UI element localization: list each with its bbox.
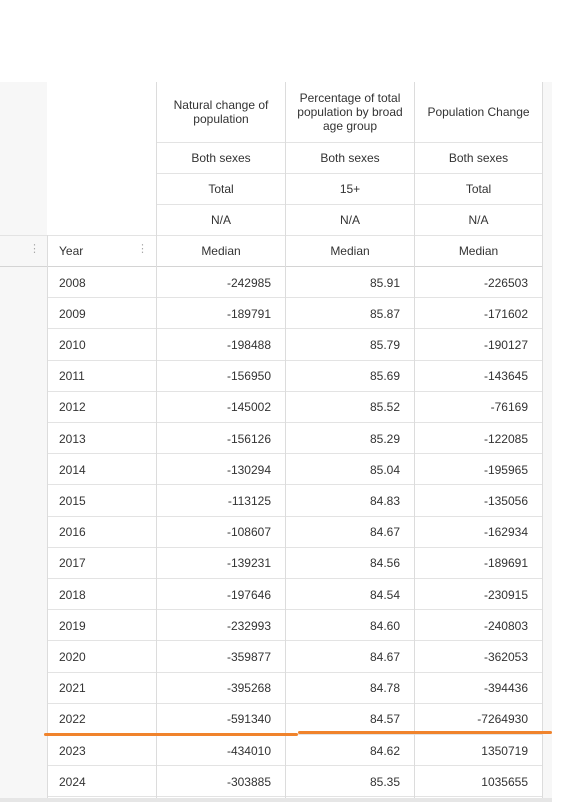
natural-change-cell: -198488 [226,337,271,352]
year-cell: 2011 [59,369,85,384]
highlight-underline [44,733,298,736]
percentage-cell: 85.79 [369,337,400,352]
percentage-cell: 84.60 [369,618,400,633]
population-change-cell: -189691 [483,556,528,571]
col2-stat: Median [330,243,370,258]
col1-stat: Median [201,243,241,258]
header-divider [156,204,542,205]
percentage-cell: 84.56 [369,556,400,571]
population-change-cell: -76169 [490,400,528,415]
percentage-cell: 85.35 [369,774,400,789]
data-table [0,82,552,798]
percentage-cell: 85.29 [369,431,400,446]
year-cell: 2012 [59,400,86,415]
year-cell: 2021 [59,681,86,696]
col2-sex: Both sexes [320,150,380,165]
population-change-cell: 1350719 [481,743,528,758]
natural-change-cell: -303885 [226,774,271,789]
header-divider [0,235,542,236]
population-change-cell: -143645 [483,369,528,384]
percentage-cell: 85.91 [369,275,400,290]
pinned-column-menu-icon[interactable]: ⋮ [29,243,40,255]
year-cell: 2024 [59,774,86,789]
percentage-cell: 84.78 [369,681,400,696]
col3-age: Total [465,181,492,196]
col1-age: Total [208,181,234,196]
year-cell: 2022 [59,712,86,727]
column-divider [285,82,286,798]
population-change-cell: -122085 [483,431,528,446]
year-cell: 2020 [59,649,86,664]
header-bottom-border [0,266,542,267]
header-divider [156,142,542,143]
col1-unit: N/A [210,212,231,227]
col1-sex: Both sexes [191,150,251,165]
percentage-cell: 85.04 [369,462,400,477]
year-cell: 2013 [59,431,86,446]
population-change-cell: -135056 [483,493,528,508]
natural-change-cell: -395268 [226,681,271,696]
year-cell: 2019 [59,618,86,633]
year-cell: 2008 [59,275,86,290]
year-cell: 2023 [59,743,86,758]
col3-unit: N/A [468,212,489,227]
pinned-column-area [0,82,47,798]
natural-change-cell: -591340 [226,712,271,727]
natural-change-cell: -434010 [226,743,271,758]
population-change-cell: -394436 [483,681,528,696]
percentage-cell: 85.87 [369,306,400,321]
column-divider [47,235,48,798]
year-cell: 2009 [59,306,86,321]
natural-change-cell: -108607 [226,525,271,540]
natural-change-cell: -145002 [226,400,271,415]
natural-change-cell: -189791 [226,306,271,321]
horizontal-scrollbar[interactable] [0,798,552,802]
population-change-cell: -226503 [483,275,528,290]
population-change-cell: -171602 [483,306,528,321]
natural-change-cell: -113125 [227,493,271,508]
population-change-cell: -362053 [483,649,528,664]
natural-change-cell: -359877 [226,649,271,664]
population-change-cell: -190127 [483,337,528,352]
col3-title[interactable]: Population Change [427,105,530,119]
column-divider [542,82,543,798]
percentage-cell: 85.52 [369,400,400,415]
population-change-cell: -195965 [483,462,528,477]
percentage-cell: 84.83 [369,493,400,508]
year-column-menu-icon[interactable]: ⋮ [137,243,148,255]
year-column-header[interactable]: Year [59,243,84,258]
col2-title[interactable]: Percentage of total population by broad age group [297,91,403,133]
population-change-cell: -240803 [483,618,528,633]
percentage-cell: 84.62 [369,743,400,758]
column-divider [414,82,415,798]
natural-change-cell: -242985 [226,275,271,290]
natural-change-cell: -197646 [226,587,271,602]
year-cell: 2016 [59,525,86,540]
percentage-cell: 84.54 [369,587,400,602]
percentage-cell: 84.67 [369,649,400,664]
year-cell: 2017 [59,556,86,571]
col2-age: 15+ [339,181,361,196]
population-change-cell: -162934 [483,525,528,540]
natural-change-cell: -130294 [226,462,271,477]
col3-sex: Both sexes [448,150,509,165]
percentage-cell: 84.57 [369,712,400,727]
col3-stat: Median [458,243,499,258]
year-cell: 2018 [59,587,86,602]
year-cell: 2014 [59,462,86,477]
population-change-cell: -7264930 [477,712,528,727]
population-change-cell: -230915 [483,587,528,602]
natural-change-cell: -232993 [226,618,271,633]
col2-unit: N/A [339,212,360,227]
highlight-underline [298,731,552,734]
header-divider [156,173,542,174]
col1-title[interactable]: Natural change of population [173,98,269,126]
population-change-cell: 1035655 [481,774,528,789]
year-cell: 2010 [59,337,86,352]
year-cell: 2015 [59,493,86,508]
column-divider [156,82,157,798]
natural-change-cell: -139231 [226,556,271,571]
natural-change-cell: -156126 [226,431,271,446]
natural-change-cell: -156950 [226,369,271,384]
percentage-cell: 84.67 [369,525,400,540]
percentage-cell: 85.69 [369,369,400,384]
right-gutter [542,82,552,798]
